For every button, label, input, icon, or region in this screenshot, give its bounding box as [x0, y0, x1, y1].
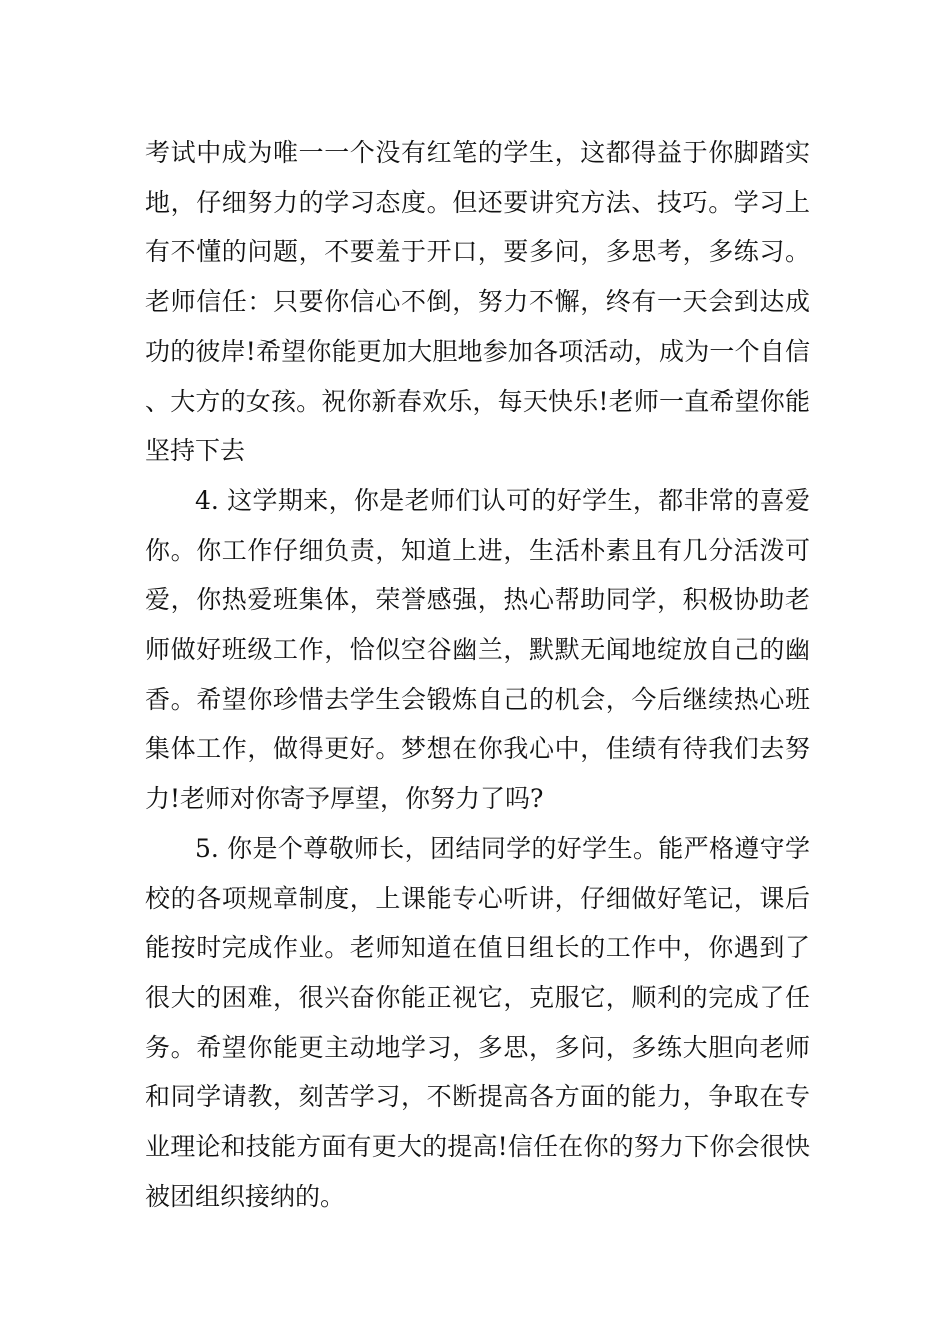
paragraph-item-5: 5. 你是个尊敬师长，团结同学的好学生。能严格遵守学校的各项规章制度，上课能专心听讲，仔细做好笔记，课后能按时完成作业。老师知道在值日组长的工作中，你遇到了很大的困难，很兴奋你能正视它，克服它，顺利的完成了任务。希望你能更主动地学习，多思，多问，多练大胆向老师和同学请教，刻苦学习，不断提高各方面的能力，争取在专业理论和技能方面有更大的提高!信任在你的努力下你会很快被团组织接纳的。	[145, 833, 810, 1211]
paragraph-item-4: 4. 这学期来，你是老师们认可的好学生，都非常的喜爱你。你工作仔细负责，知道上进，生活朴素且有几分活泼可爱，你热爱班集体，荣誉感强，热心帮助同学，积极协助老师做好班级工作，恰似空谷幽兰，默默无闻地绽放自己的幽香。希望你珍惜去学生会锻炼自己的机会，今后继续热心班集体工作，做得更好。梦想在你我心中，佳绩有待我们去努力!老师对你寄予厚望，你努力了吗?	[145, 485, 810, 814]
document-body	[145, 128, 810, 1221]
paragraph-continued: 考试中成为唯一一个没有红笔的学生，这都得益于你脚踏实地，仔细努力的学习态度。但还要讲究方法、技巧。学习上有不懂的问题，不要羞于开口，要多问，多思考，多练习。老师信任：只要你信心不倒，努力不懈，终有一天会到达成功的彼岸!希望你能更加大胆地参加各项活动，成为一个自信、大方的女孩。祝你新春欢乐，每天快乐!老师一直希望你能坚持下去	[145, 138, 810, 466]
